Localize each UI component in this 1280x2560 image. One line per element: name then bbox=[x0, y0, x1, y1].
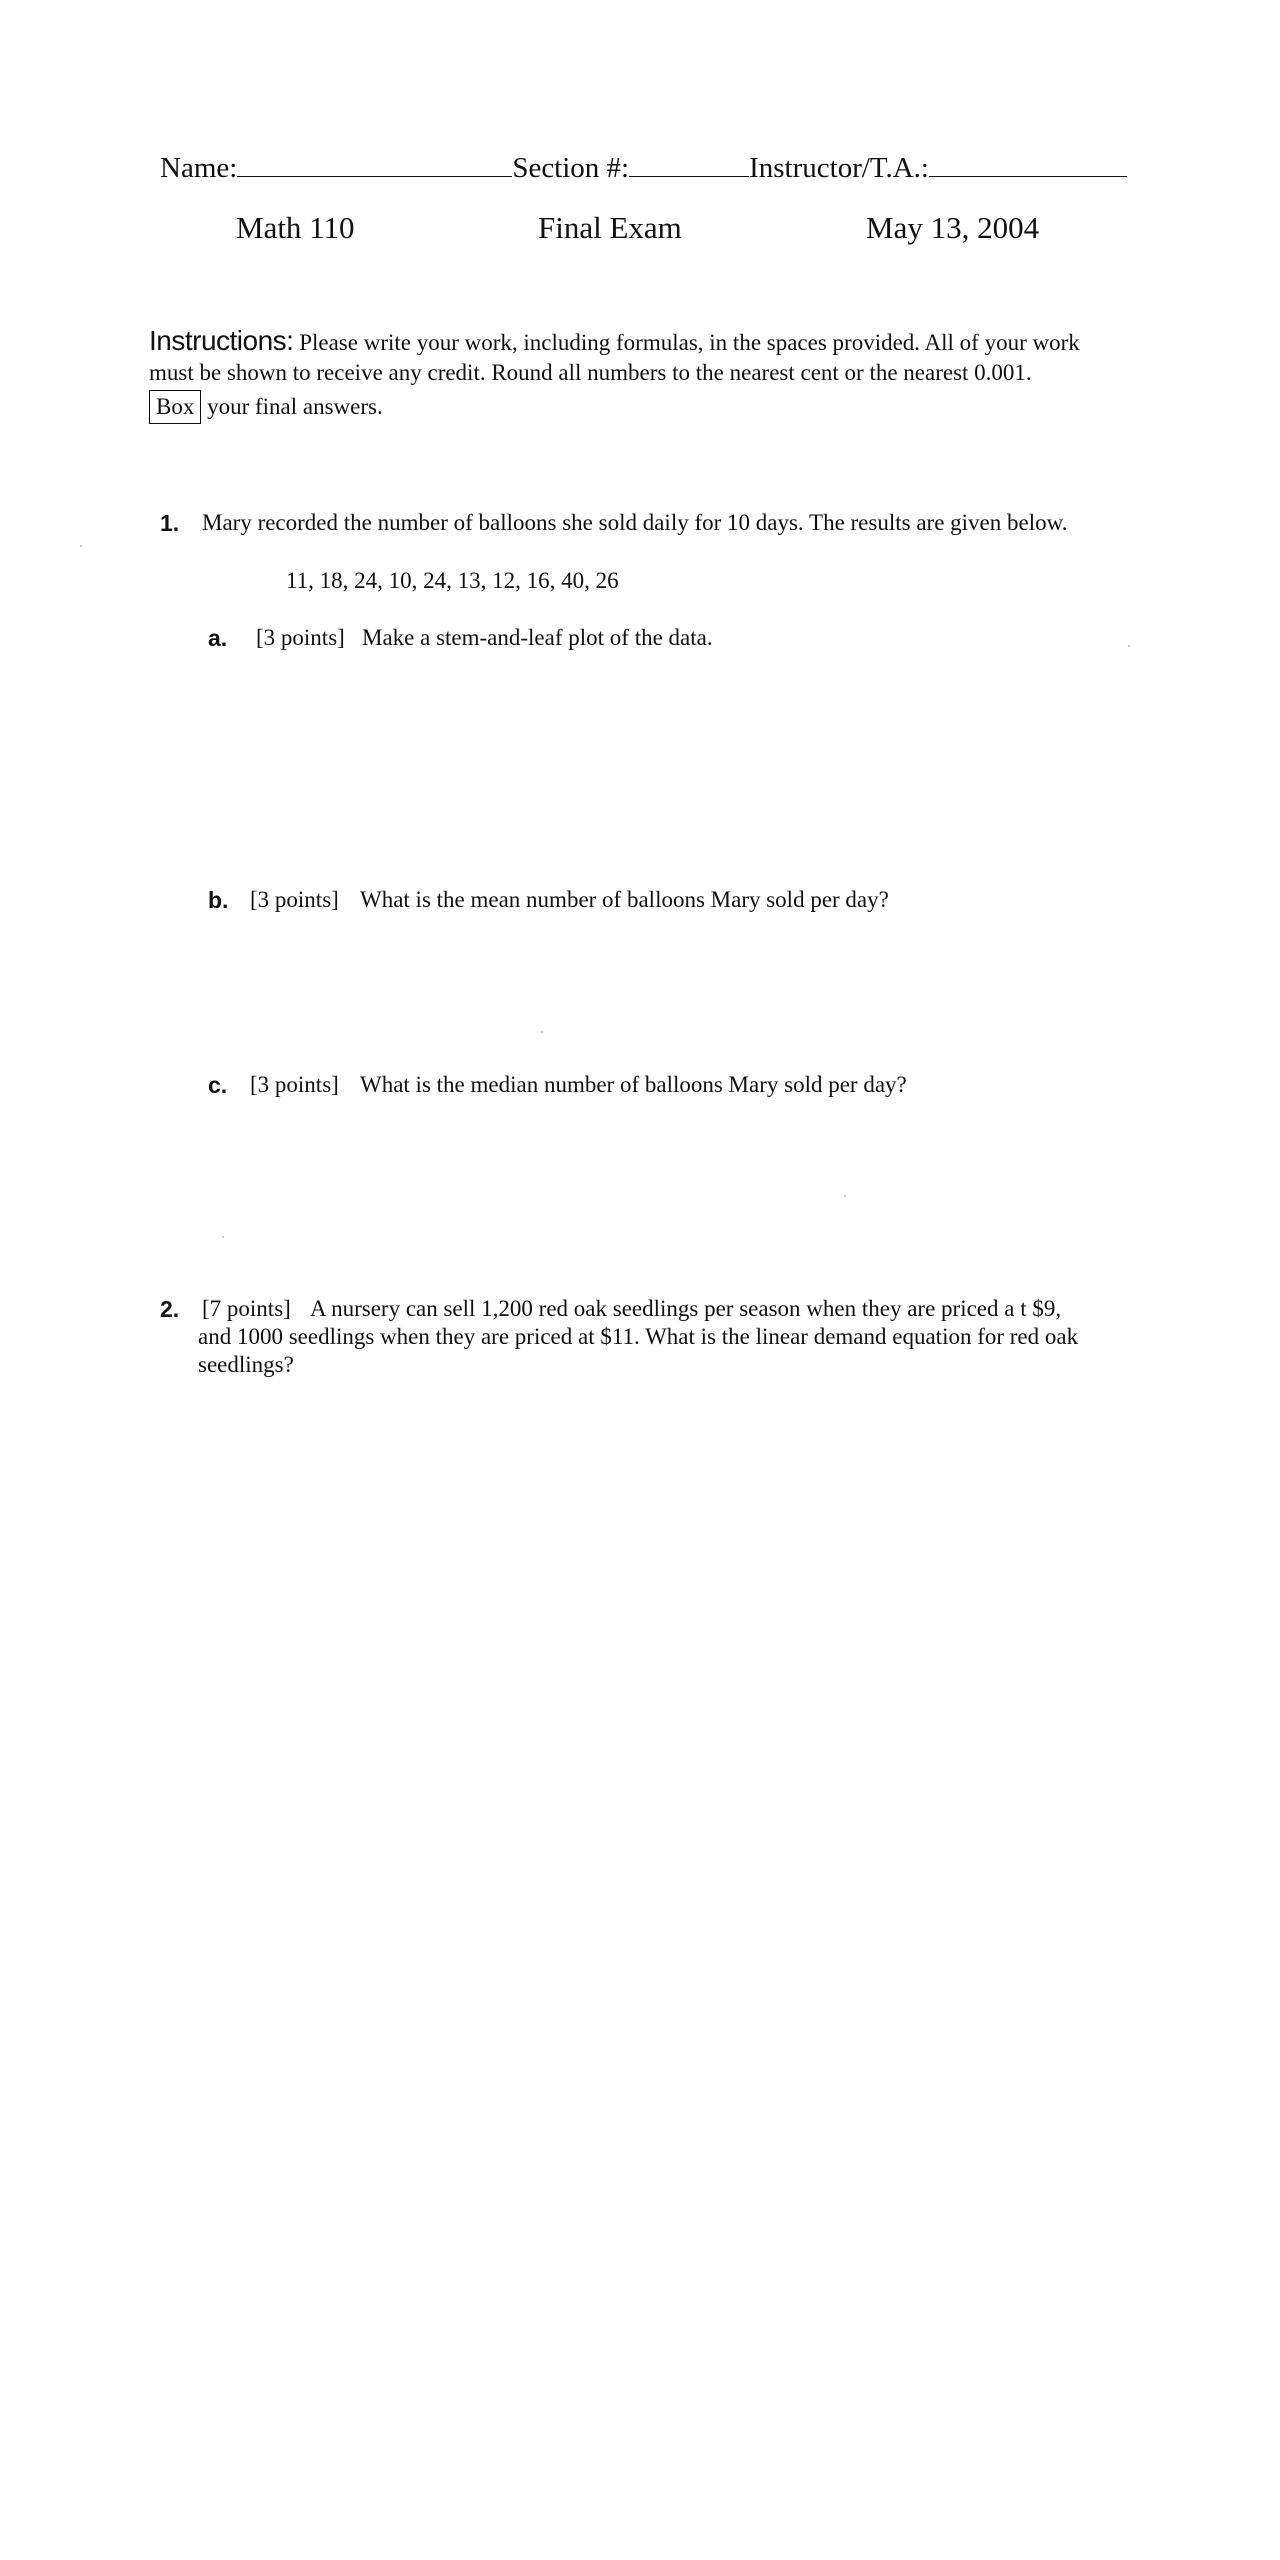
question-2-line-1: A nursery can sell 1,200 red oak seedlings per season when they are priced a t $9, bbox=[310, 1296, 1062, 1321]
part-c-text: What is the median number of balloons Mary sold per day? bbox=[360, 1072, 907, 1097]
scan-speck bbox=[541, 1031, 543, 1033]
part-b-text: What is the mean number of balloons Mary sold per day? bbox=[360, 887, 889, 912]
part-a-points: [3 points] bbox=[256, 625, 345, 650]
part-b-points: [3 points] bbox=[250, 887, 339, 912]
header-fields bbox=[160, 150, 1127, 185]
section-blank bbox=[629, 150, 749, 177]
instructor-label: Instructor/T.A.: bbox=[749, 152, 929, 184]
scan-speck bbox=[222, 1236, 224, 1238]
question-2-points: [7 points] bbox=[202, 1296, 291, 1321]
instructions-block bbox=[149, 326, 1149, 424]
instructions-line-2: must be shown to receive any credit. Round all numbers to the nearest cent or the nearest 0.001. bbox=[149, 360, 1032, 385]
instructions-line-1: Please write your work, including formulas, in the spaces provided. All of your work bbox=[299, 330, 1080, 355]
exam-title: Final Exam bbox=[538, 210, 682, 245]
instructions-line-3: your final answers. bbox=[207, 394, 383, 419]
part-b-label: b. bbox=[208, 887, 229, 913]
scan-speck bbox=[844, 1195, 846, 1197]
scan-speck bbox=[80, 545, 82, 547]
instructions-label: Instructions: bbox=[149, 325, 294, 356]
question-2-number: 2. bbox=[160, 1296, 180, 1322]
course-title: Math 110 bbox=[236, 210, 355, 245]
question-2-line-3: seedlings? bbox=[198, 1352, 294, 1377]
exam-date: May 13, 2004 bbox=[866, 210, 1040, 245]
question-1-text: Mary recorded the number of balloons she sold daily for 10 days. The results are given below. bbox=[202, 510, 1068, 535]
section-label: Section #: bbox=[512, 152, 630, 184]
name-blank bbox=[237, 150, 512, 177]
question-2-line-2: and 1000 seedlings when they are priced at $11. What is the linear demand equation for red oak bbox=[198, 1324, 1079, 1349]
part-c-label: c. bbox=[208, 1072, 228, 1098]
box-word: Box bbox=[149, 390, 201, 424]
question-1-number: 1. bbox=[160, 510, 180, 536]
name-label: Name: bbox=[160, 152, 238, 184]
instructor-blank bbox=[929, 150, 1127, 177]
question-1-data: 11, 18, 24, 10, 24, 13, 12, 16, 40, 26 bbox=[286, 568, 619, 593]
part-a-text: Make a stem-and-leaf plot of the data. bbox=[362, 625, 713, 650]
part-c-points: [3 points] bbox=[250, 1072, 339, 1097]
part-a-label: a. bbox=[208, 625, 228, 651]
scan-speck bbox=[1128, 645, 1130, 647]
